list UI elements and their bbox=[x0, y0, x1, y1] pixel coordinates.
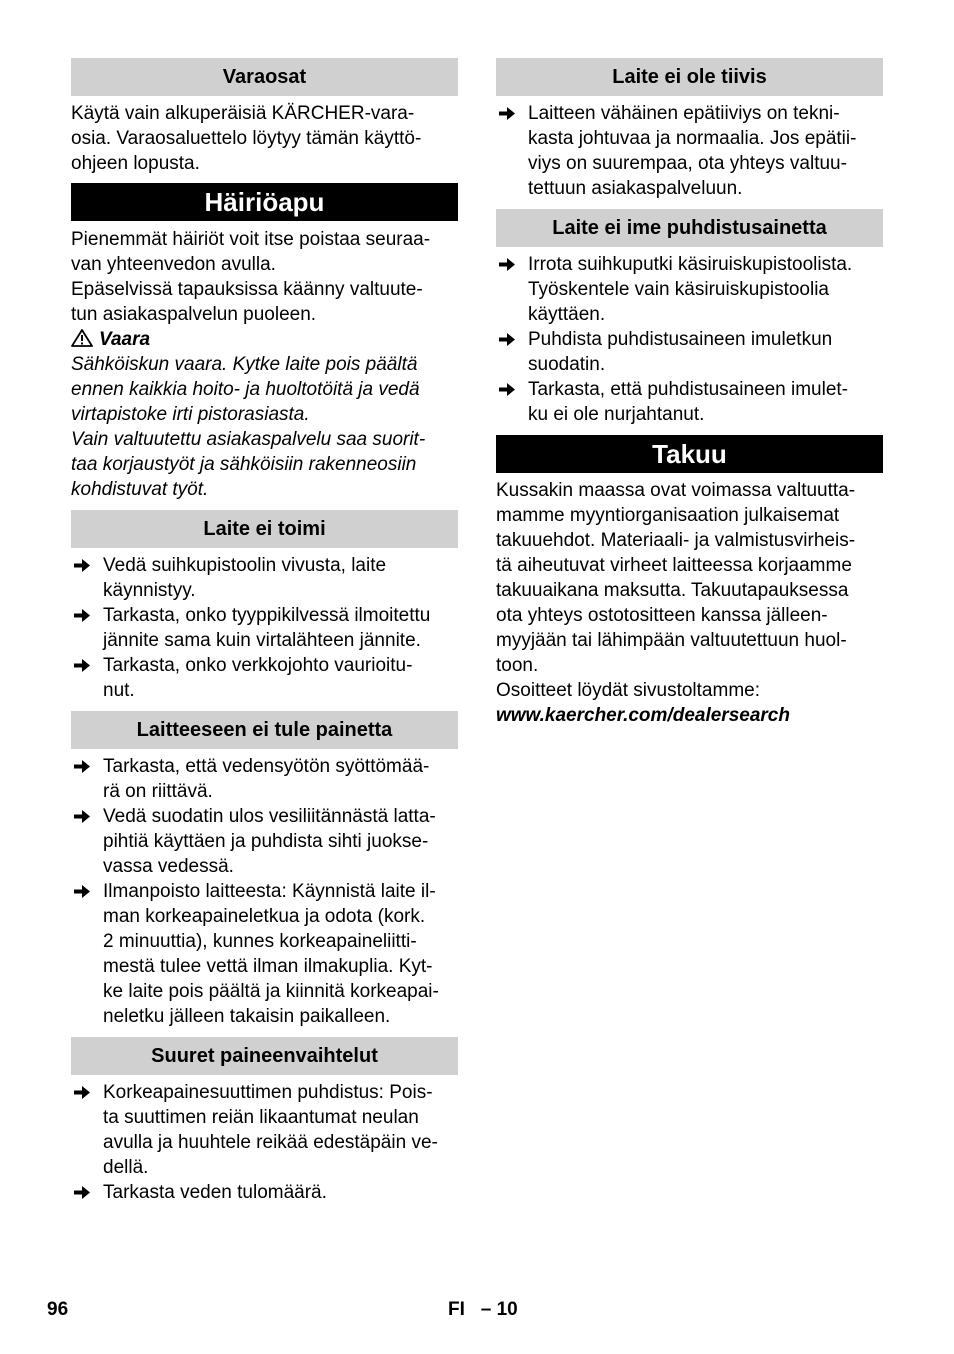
painetta-list bbox=[71, 754, 458, 1029]
text-line: man korkeapaineletkua ja odota (kork. bbox=[103, 906, 426, 927]
text-line: rä on riittävä. bbox=[103, 781, 213, 802]
list-item bbox=[71, 553, 458, 603]
text-line: Pienemmät häiriöt voit itse poistaa seuraa- bbox=[71, 229, 431, 250]
text-line: Tarkasta, että puhdistusaineen imulet- bbox=[528, 379, 849, 400]
text-line: Puhdista puhdistusaineen imuletkun bbox=[528, 329, 833, 350]
text-line: Irrota suihkuputki käsiruiskupistoolista. bbox=[528, 254, 853, 275]
text-line: Tarkasta veden tulomäärä. bbox=[103, 1182, 327, 1203]
varaosat-text bbox=[71, 101, 458, 176]
laite-ei-toimi-list bbox=[71, 553, 458, 703]
text-line: virtapistoke irti pistorasiasta. bbox=[71, 404, 310, 425]
text-line: Osoitteet löydät sivustoltamme: bbox=[496, 680, 760, 701]
text-line: jännite sama kuin virtalähteen jännite. bbox=[103, 630, 421, 651]
text-line: toon. bbox=[496, 655, 539, 676]
list-item bbox=[71, 1180, 458, 1205]
text-line: Korkeapainesuuttimen puhdistus: Pois- bbox=[103, 1082, 433, 1103]
section-heading-hairioapu: Häiriöapu bbox=[71, 183, 458, 221]
takuu-text bbox=[496, 478, 883, 728]
arrow-right-icon bbox=[73, 558, 91, 573]
text-line: suodatin. bbox=[528, 354, 606, 375]
left-column bbox=[71, 58, 458, 1205]
arrow-right-icon bbox=[73, 608, 91, 623]
text-line: ota yhteys ostotositteen kanssa jälleen- bbox=[496, 605, 828, 626]
warning-label-row bbox=[71, 327, 458, 352]
section-heading-painetta: Laitteeseen ei tule painetta bbox=[71, 711, 458, 749]
arrow-right-icon bbox=[73, 658, 91, 673]
text-line: Vedä suihkupistoolin vivusta, laite bbox=[103, 555, 387, 576]
list-item bbox=[71, 804, 458, 879]
arrow-right-icon bbox=[73, 759, 91, 774]
text-line: ku ei ole nurjahtanut. bbox=[528, 404, 705, 425]
list-item bbox=[496, 252, 883, 327]
text-line: dellä. bbox=[103, 1157, 149, 1178]
ime-list bbox=[496, 252, 883, 427]
text-line: takuuaikana maksutta. Takuutapauksessa bbox=[496, 580, 849, 601]
text-line: myyjään tai lähimpään valtuutettuun huol- bbox=[496, 630, 847, 651]
list-item bbox=[71, 754, 458, 804]
list-item bbox=[71, 603, 458, 653]
text-line: käyttäen. bbox=[528, 304, 606, 325]
list-item bbox=[496, 327, 883, 377]
text-line: Vedä suodatin ulos vesiliitännästä latta- bbox=[103, 806, 436, 827]
text-line: Vain valtuutettu asiakaspalvelu saa suorit- bbox=[71, 429, 426, 450]
list-item bbox=[71, 879, 458, 1029]
arrow-right-icon bbox=[73, 884, 91, 899]
text-line: kasta johtuvaa ja normaalia. Jos epätii- bbox=[528, 128, 857, 149]
text-line: pihtiä käyttäen ja puhdista sihti juokse- bbox=[103, 831, 429, 852]
text-line: tettuun asiakaspalveluun. bbox=[528, 178, 743, 199]
section-heading-tiivis: Laite ei ole tiivis bbox=[496, 58, 883, 96]
paineenvaihtelut-list bbox=[71, 1080, 458, 1205]
text-line: nut. bbox=[103, 680, 135, 701]
warning-label: Vaara bbox=[99, 329, 151, 350]
text-line: Ilmanpoisto laitteesta: Käynnistä laite il- bbox=[103, 881, 436, 902]
hairioapu-intro bbox=[71, 227, 458, 327]
text-line: Tarkasta, että vedensyötön syöttömää- bbox=[103, 756, 430, 777]
text-line: tun asiakaspalvelun puoleen. bbox=[71, 304, 317, 325]
text-line: mestä tulee vettä ilman ilmakuplia. Kyt- bbox=[103, 956, 433, 977]
text-line: Sähköiskun vaara. Kytke laite pois päältä bbox=[71, 354, 418, 375]
dealer-search-link[interactable]: www.kaercher.com/dealersearch bbox=[496, 705, 790, 726]
arrow-right-icon bbox=[498, 382, 516, 397]
text-line: Käytä vain alkuperäisiä KÄRCHER-vara- bbox=[71, 103, 415, 124]
list-item bbox=[71, 653, 458, 703]
right-column bbox=[496, 58, 883, 728]
text-line: ohjeen lopusta. bbox=[71, 153, 200, 174]
text-line: kohdistuvat työt. bbox=[71, 479, 209, 500]
section-heading-ime: Laite ei ime puhdistusainetta bbox=[496, 209, 883, 247]
arrow-right-icon bbox=[498, 332, 516, 347]
list-item bbox=[496, 101, 883, 201]
section-heading-laite-ei-toimi: Laite ei toimi bbox=[71, 510, 458, 548]
text-line: tä aiheutuvat virheet laitteessa korjaamme bbox=[496, 555, 852, 576]
tiivis-list bbox=[496, 101, 883, 201]
text-line: avulla ja huuhtele reikää edestäpäin ve- bbox=[103, 1132, 438, 1153]
text-line: ennen kaikkia hoito- ja huoltotöitä ja vedä bbox=[71, 379, 420, 400]
warning-text bbox=[71, 352, 458, 502]
text-line: taa korjaustyöt ja sähköisiin rakenneosiin bbox=[71, 454, 417, 475]
page-number: 96 bbox=[47, 1299, 69, 1320]
arrow-right-icon bbox=[73, 1085, 91, 1100]
text-line: Tarkasta, onko verkkojohto vaurioitu- bbox=[103, 655, 413, 676]
text-line: van yhteenvedon avulla. bbox=[71, 254, 276, 275]
text-line: vassa vedessä. bbox=[103, 856, 234, 877]
section-heading-paineenvaihtelut: Suuret paineenvaihtelut bbox=[71, 1037, 458, 1075]
text-line: neletku jälleen takaisin paikalleen. bbox=[103, 1006, 391, 1027]
text-line: Laitteen vähäinen epätiiviys on tekni- bbox=[528, 103, 840, 124]
list-item bbox=[496, 377, 883, 427]
text-line: 2 minuuttia), kunnes korkeapaineliitti- bbox=[103, 931, 417, 952]
section-heading-varaosat: Varaosat bbox=[71, 58, 458, 96]
section-heading-takuu: Takuu bbox=[496, 435, 883, 473]
arrow-right-icon bbox=[498, 257, 516, 272]
text-line: ta suuttimen reiän likaantumat neulan bbox=[103, 1107, 419, 1128]
text-line: osia. Varaosaluettelo löytyy tämän käyttö- bbox=[71, 128, 422, 149]
text-line: Epäselvissä tapauksissa käänny valtuute- bbox=[71, 279, 423, 300]
arrow-right-icon bbox=[73, 1185, 91, 1200]
arrow-right-icon bbox=[73, 809, 91, 824]
list-item bbox=[71, 1080, 458, 1180]
text-line: ke laite pois päältä ja kiinnitä korkeapai- bbox=[103, 981, 439, 1002]
text-line: Tarkasta, onko tyyppikilvessä ilmoitettu bbox=[103, 605, 431, 626]
text-line: Työskentele vain käsiruiskupistoolia bbox=[528, 279, 829, 300]
text-line: takuuehdot. Materiaali- ja valmistusvirheis- bbox=[496, 530, 856, 551]
language-page-label: FI – 10 bbox=[448, 1299, 518, 1320]
text-line: Kussakin maassa ovat voimassa valtuutta- bbox=[496, 480, 856, 501]
text-line: mamme myyntiorganisaation julkaisemat bbox=[496, 505, 840, 526]
arrow-right-icon bbox=[498, 106, 516, 121]
text-line: viys on suurempaa, ota yhteys valtuu- bbox=[528, 153, 847, 174]
warning-triangle-icon bbox=[71, 329, 93, 347]
text-line: käynnistyy. bbox=[103, 580, 196, 601]
